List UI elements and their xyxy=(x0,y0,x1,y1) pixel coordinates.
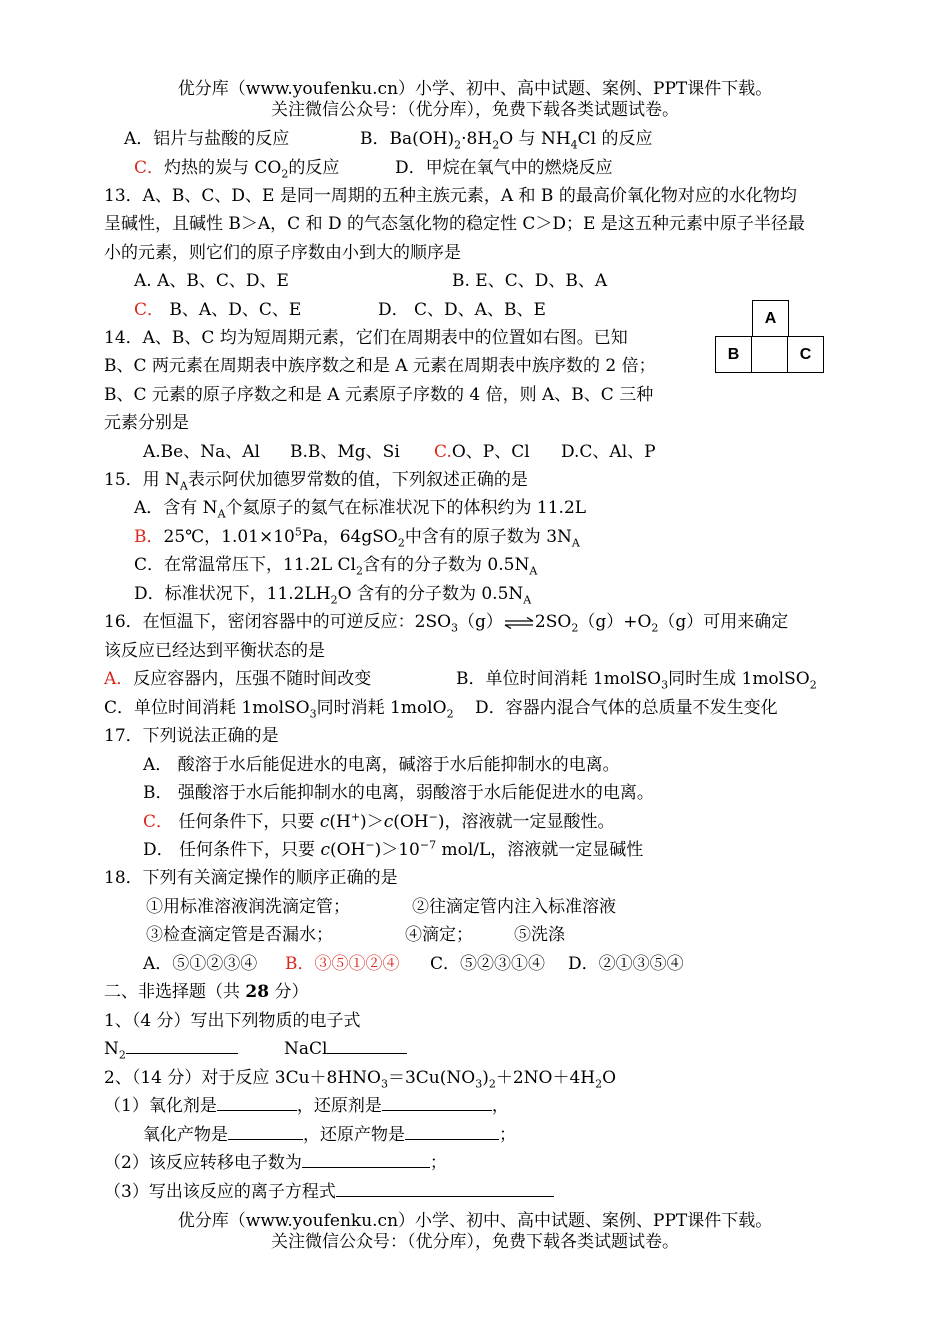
q18-option-c: C．⑤②③①④ xyxy=(430,954,546,974)
q15-option-d: D．标准状况下，$11.2LH_2O$ 含有的分子数为 $0.5N_A$ xyxy=(134,584,532,607)
footer-line-1: 优分库（www.youfenku.cn）小学、初中、高中试题、案例、PPT课件下载。 xyxy=(177,1211,773,1231)
q17-option-b: B． 强酸溶于水后能抑制水的电离，弱酸溶于水后能促进水的电离。 xyxy=(143,783,654,803)
q13-option-b: B. E、C、D、B、A xyxy=(452,271,608,291)
nacl-answer: NaCl xyxy=(284,1038,407,1060)
periodic-cell-a: A xyxy=(752,300,789,337)
q13-option-c: C． B、A、D、C、E xyxy=(134,300,302,320)
n2-blank[interactable] xyxy=(126,1038,238,1054)
part2-title: 二、非选择题（共 28 分） xyxy=(104,982,309,1002)
q13-option-a: A. A、B、C、D、E xyxy=(134,271,289,291)
q17-option-a: A． 酸溶于水后能促进水的电离，碱溶于水后能抑制水的电离。 xyxy=(143,755,620,775)
nacl-blank[interactable] xyxy=(327,1038,407,1054)
header-line-1: 优分库（www.youfenku.cn）小学、初中、高中试题、案例、PPT课件下载。 xyxy=(177,79,773,99)
q18-option-d: D．②①③⑤④ xyxy=(568,954,684,974)
q14-option-a: A.Be、Na、Al xyxy=(143,442,260,462)
q14-stem-2: B、C 两元素在周期表中族序数之和是 A 元素在周期表中族序数的 2 倍； xyxy=(104,356,656,376)
q18-stem: 18．下列有关滴定操作的顺序正确的是 xyxy=(104,868,398,888)
part2-q2: 2、（14 分）对于反应 $3Cu+8HNO_3=3Cu(NO_3)_2+2NO+4H_2O$ xyxy=(104,1068,617,1091)
part2-q1: 1、（4 分）写出下列物质的电子式 xyxy=(104,1011,361,1031)
reductant-blank[interactable] xyxy=(382,1095,492,1111)
part2-q2-sub1: （1）氧化剂是 ，还原剂是 ， xyxy=(104,1096,509,1116)
q18-step-4: ④滴定； xyxy=(405,925,473,945)
q18-step-3: ③检查滴定管是否漏水； xyxy=(146,925,333,945)
q18-step-5: ⑤洗涤 xyxy=(514,925,565,945)
q15-stem: 15．用 $N_A$表示阿伏加德罗常数的值，下列叙述正确的是 xyxy=(104,470,528,493)
oxidation-product-blank[interactable] xyxy=(228,1124,303,1140)
q13-option-d: D． C、D、A、B、E xyxy=(378,300,546,320)
q14-stem-4: 元素分别是 xyxy=(104,413,189,433)
q18-step-2: ②往滴定管内注入标准溶液 xyxy=(412,897,616,917)
part2-q2-sub2: （2）该反应转移电子数为 ； xyxy=(104,1153,447,1173)
periodic-cell-c: C xyxy=(787,336,824,373)
q18-option-a: A．⑤①②③④ xyxy=(143,954,258,974)
q12-option-d: D．甲烷在氧气中的燃烧反应 xyxy=(395,158,613,178)
periodic-cell-empty xyxy=(751,336,788,373)
q14-stem-1: 14．A、B、C 均为短周期元素，它们在周期表中的位置如右图。已知 xyxy=(104,328,628,348)
q12-option-a: A．铝片与盐酸的反应 xyxy=(124,129,290,149)
header-line-2: 关注微信公众号：（优分库），免费下载各类试题试卷。 xyxy=(271,100,679,120)
q12-option-b: B．$Ba(OH)_2\cdot 8H_2O$ 与 $NH_4Cl$ 的反应 xyxy=(360,129,653,152)
q15-option-c: C．在常温常压下，11.2L $Cl_2$含有的分子数为 $0.5N_A$ xyxy=(134,555,538,578)
q18-option-b: B．③⑤①②④ xyxy=(285,954,400,974)
q16-option-b: B．单位时间消耗 1molSO$_3$同时生成 1molSO$_2$ xyxy=(456,669,817,692)
electron-transfer-blank[interactable] xyxy=(302,1152,430,1168)
q13-stem-2: 呈碱性，且碱性 B＞A，C 和 D 的气态氢化物的稳定性 C＞D；E 是这五种元素中原子半径最 xyxy=(104,214,805,234)
q17-option-c: C． 任何条件下，只要 c(H+)＞c(OH−)，溶液就一定显酸性。 xyxy=(143,810,615,832)
q17-option-d: D． 任何条件下，只要 $c(OH^-)>10^{-7}$ mol/L，溶液就一定显碱性 xyxy=(143,838,644,860)
q16-option-d: D．容器内混合气体的总质量不发生变化 xyxy=(475,698,778,718)
periodic-cell-b: B xyxy=(715,336,752,373)
q16-stem-1: 16．在恒温下，密闭容器中的可逆反应：$2SO_3(g)$ $2SO_2(g)+O_2(g)$可用来确定 xyxy=(104,612,789,635)
q13-stem-3: 小的元素，则它们的原子序数由小到大的顺序是 xyxy=(104,243,461,263)
reduction-product-blank[interactable] xyxy=(405,1124,499,1140)
q12-option-c: C．灼热的炭与 $CO_2$的反应 xyxy=(134,158,340,181)
part2-q2-sub3: （3）写出该反应的离子方程式 xyxy=(104,1181,554,1203)
q14-stem-3: B、C 元素的原子序数之和是 A 元素原子序数的 4 倍，则 A、B、C 三种 xyxy=(104,385,654,405)
oxidant-blank[interactable] xyxy=(217,1095,297,1111)
equilibrium-arrow-icon xyxy=(503,617,535,629)
q16-option-c: C．单位时间消耗 1molSO$_3$同时消耗 1molO$_2$ xyxy=(104,698,454,721)
q17-stem: 17．下列说法正确的是 xyxy=(104,726,279,746)
q13-stem-1: 13．A、B、C、D、E 是同一周期的五种主族元素，A 和 B 的最高价氧化物对应的水化物均 xyxy=(104,186,797,206)
ionic-equation-blank[interactable] xyxy=(336,1181,554,1197)
q16-stem-2: 该反应已经达到平衡状态的是 xyxy=(104,641,325,661)
footer-line-2: 关注微信公众号：（优分库），免费下载各类试题试卷。 xyxy=(271,1232,679,1252)
part2-q2-sub1-products: 氧化产物是 ，还原产物是 ； xyxy=(143,1125,516,1145)
q14-option-c: C.O、P、Cl xyxy=(434,442,530,462)
q14-option-d: D.C、Al、P xyxy=(561,442,656,462)
q16-option-a: A．反应容器内，压强不随时间改变 xyxy=(104,669,372,689)
q14-option-b: B.B、Mg、Si xyxy=(290,442,400,462)
q15-option-a: A．含有 $N_A$个氦原子的氦气在标准状况下的体积约为 11.2L xyxy=(134,498,587,521)
q15-option-b: B．25℃，$1.01\times 10^5Pa$，64gSO$_2$中含有的原子数为 $3N_A$ xyxy=(134,525,580,550)
n2-answer: $N_2$ xyxy=(104,1038,238,1060)
q18-step-1: ①用标准溶液润洗滴定管； xyxy=(146,897,350,917)
